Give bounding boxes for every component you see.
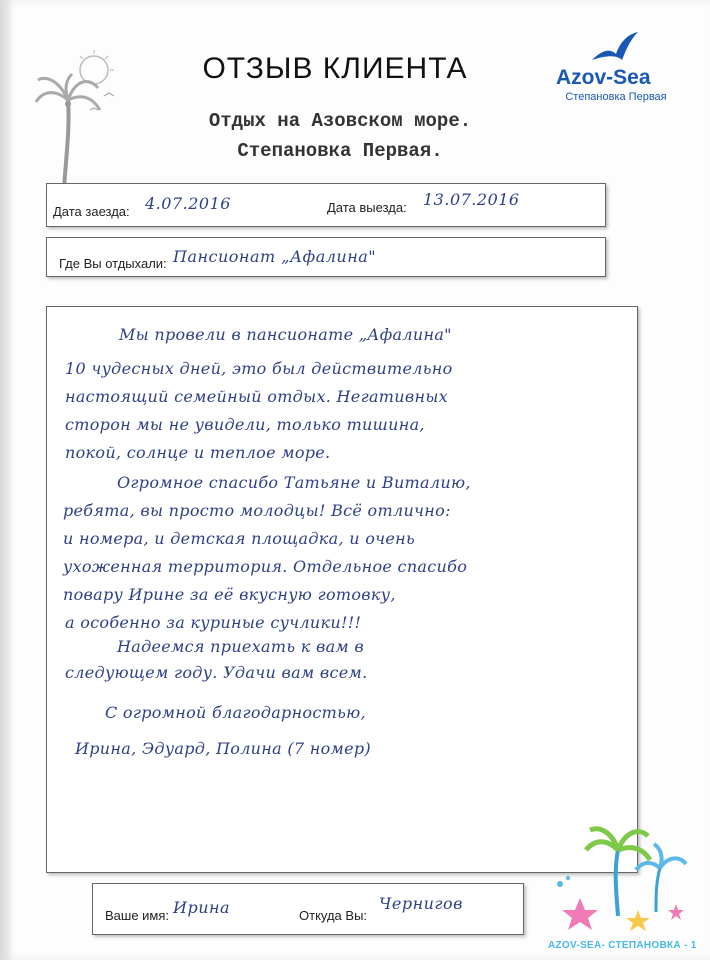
city-value[interactable]: Чернигов <box>379 894 463 913</box>
review-line: а особенно за куриные сучлики!!! <box>65 613 362 632</box>
review-line: настоящий семейный отдых. Негативных <box>65 387 448 406</box>
place-value[interactable]: Пансионат „Афалина" <box>173 247 377 266</box>
review-line: 10 чудесных дней, это был действительно <box>65 359 453 378</box>
review-line: покой, солнце и теплое море. <box>65 443 331 462</box>
page-subtitle <box>160 106 520 166</box>
checkin-value[interactable]: 4.07.2016 <box>145 194 231 213</box>
checkout-label: Дата выезда: <box>327 200 407 215</box>
review-line: ухоженная территория. Отдельное спасибо <box>63 557 468 576</box>
logo-sub-text: Степановка Первая <box>565 91 667 103</box>
place-label: Где Вы отдыхали: <box>59 256 167 271</box>
page-title: ОТЗЫВ КЛИЕНТА <box>202 52 468 85</box>
subtitle-line-2: Степановка Первая. <box>237 140 443 162</box>
checkout-value[interactable]: 13.07.2016 <box>423 190 520 209</box>
review-line: и номера, и детская площадка, и очень <box>63 529 416 548</box>
review-section[interactable] <box>46 306 638 873</box>
name-label: Ваше имя: <box>105 908 170 923</box>
review-line: Огромное спасибо Татьяне и Виталию, <box>117 473 471 492</box>
review-line: сторон мы не увидели, только тишина, <box>65 415 425 434</box>
subtitle-line-1: Отдых на Азовском море. <box>208 110 472 132</box>
review-text <box>47 307 637 872</box>
name-value[interactable]: Ирина <box>173 898 231 917</box>
azov-sea-logo <box>548 30 678 110</box>
author-section <box>92 883 524 935</box>
review-line: Ирина, Эдуард, Полина (7 номер) <box>75 739 371 758</box>
place-section <box>46 237 606 277</box>
review-line: Надеемся приехать к вам в <box>117 637 364 656</box>
seagull-icon <box>588 30 640 70</box>
watermark-text: AZOV-SEA- СТЕПАНОВКА - 1 <box>548 940 697 951</box>
scan-edge-shadow <box>0 0 14 960</box>
dates-section <box>46 183 606 227</box>
checkin-label: Дата заезда: <box>53 204 130 219</box>
review-line: Мы провели в пансионате „Афалина" <box>119 325 452 344</box>
review-line: следующем году. Удачи вам всем. <box>65 663 368 682</box>
city-label: Откуда Вы: <box>299 908 368 923</box>
review-line: ребята, вы просто молодцы! Всё отлично: <box>63 501 451 520</box>
palms-stars-icon <box>552 820 702 940</box>
logo-main-text: Azov-Sea <box>556 66 651 89</box>
review-line: повару Ирине за её вкусную готовку, <box>63 585 396 604</box>
review-line: С огромной благодарностью, <box>105 703 366 722</box>
